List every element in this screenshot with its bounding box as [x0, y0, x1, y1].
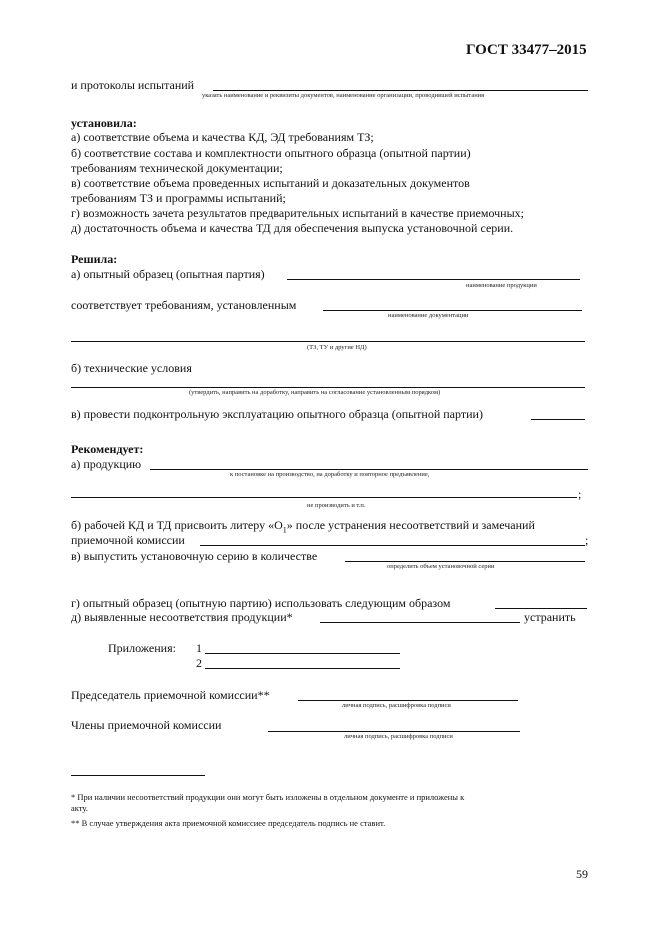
series-volume-line [345, 561, 585, 562]
product-recommend-caption-2: не производить и т.п. [307, 502, 366, 509]
established-item-v-cont: требованиям ТЗ и программы испытаний; [71, 191, 286, 205]
operation-line [531, 419, 585, 420]
product-recommend-line [150, 469, 588, 470]
nonconformity-line [320, 622, 520, 623]
semicolon-2: ; [585, 533, 589, 547]
recommends-heading: Рекомендует: [71, 442, 144, 456]
protocols-fill-line [213, 90, 588, 91]
product-name-caption: наименование продукции [466, 282, 537, 289]
established-item-a: а) соответствие объема и качества КД, ЭД требованиям ТЗ; [71, 130, 374, 144]
series-volume-caption: определить объем установочной серии [387, 563, 495, 570]
footnote-1: * При наличии несоответствий продукции они могут быть изложены в отдельном документе и приложены к [71, 792, 465, 802]
tech-conditions-caption: (утвердить, направить на доработку, направить на согласование установленным порядком) [189, 389, 441, 396]
eliminate-text: устранить [524, 610, 576, 624]
document-code: ГОСТ 33477–2015 [466, 42, 587, 58]
footnote-2: ** В случае утверждения акта приемочной комиссиее председатель подпись не ставит. [71, 818, 386, 828]
protocols-caption: указать наименование и реквизиты документов, наименование организации, проводившей испытания [202, 92, 485, 99]
recommends-item-b-cont: приемочной комиссии [71, 533, 185, 547]
chair-label: Председатель приемочной комиссии** [71, 688, 270, 702]
documentation-caption: наименование документации [388, 312, 469, 319]
recommends-item-b: б) рабочей КД и ТД присвоить литеру «$О_1$» после устранения несоответствий и замечаний [71, 518, 535, 535]
conforms-label: соответствует требованиям, установленным [71, 298, 297, 312]
usage-line [495, 608, 587, 609]
recommends-item-v: в) выпустить установочную серию в количестве [71, 549, 318, 563]
attachment-number-1: 1 [196, 641, 202, 655]
recommends-item-a: а) продукцию [71, 457, 142, 471]
chair-signature-caption: личная подпись, расшифровка подписи [342, 702, 451, 709]
attachment-line-2 [205, 668, 400, 669]
product-recommend-caption: к постановке на производство, на доработку и повторное предъявление, [230, 471, 430, 478]
established-item-v: в) соответствие объема проведенных испытаний и доказательных документов [71, 176, 470, 190]
recommends-item-g: г) опытный образец (опытную партию) использовать следующим образом [71, 596, 451, 610]
established-item-d: д) достаточность объема и качества ТД для обеспечения выпуска установочной серии. [71, 221, 514, 235]
page-number: 59 [576, 867, 588, 881]
tz-caption: (ТЗ, ТУ и другие НД) [307, 344, 367, 351]
established-item-b-cont: требованиям технической документации; [71, 161, 283, 175]
chair-signature-line [298, 700, 518, 701]
recommends-item-d: д) выявленные несоответствия продукции* [71, 610, 293, 624]
members-signature-line [268, 731, 520, 732]
literal-line [200, 545, 585, 546]
established-item-b: б) соответствие состава и комплектности опытного образца (опытной партии) [71, 146, 471, 160]
tz-line [71, 341, 585, 342]
tech-conditions-line [71, 387, 585, 388]
decided-item-b: б) технические условия [71, 361, 192, 375]
attachment-number-2: 2 [196, 656, 202, 670]
decided-item-v: в) провести подконтрольную эксплуатацию опытного образца (опытной партии) [71, 407, 483, 421]
product-recommend-line-2 [71, 497, 577, 498]
protocols-label: и протоколы испытаний [71, 78, 195, 92]
product-name-line [287, 279, 580, 280]
decided-item-a: а) опытный образец (опытная партия) [71, 267, 265, 281]
footnote-separator [71, 775, 205, 776]
established-item-g: г) возможность зачета результатов предварительных испытаний в качестве приемочных; [71, 206, 524, 220]
members-label: Члены приемочной комиссии [71, 718, 222, 732]
attachment-line-1 [205, 653, 400, 654]
established-heading: установила: [71, 116, 137, 130]
decided-heading: Решила: [71, 252, 118, 266]
members-signature-caption: личная подпись, расшифровка подписи [344, 733, 453, 740]
attachments-label: Приложения: [108, 641, 176, 655]
documentation-line [323, 310, 582, 311]
footnote-1-cont: акту. [71, 803, 88, 813]
semicolon: ; [578, 487, 582, 501]
